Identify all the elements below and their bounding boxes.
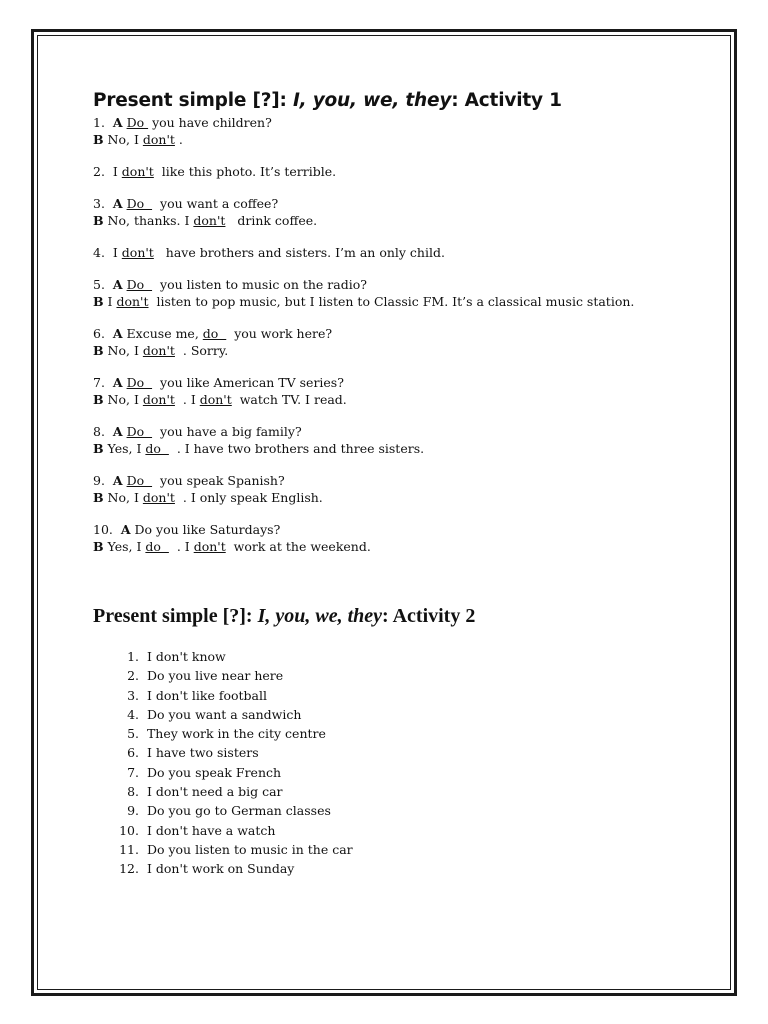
answer-blank: don't [116,294,149,309]
exercise-text: watch TV. I read. [231,392,347,407]
speaker-label: B [93,213,104,228]
list-item [93,821,713,840]
exercise-line [93,423,713,440]
list-number: 8. [127,784,139,800]
answer-blank: Do [126,375,153,390]
list-item [93,724,713,743]
exercise-text: . [174,132,183,147]
exercise-line [93,293,713,310]
speaker-label: B [93,441,104,456]
answer-blank: Do [126,424,153,439]
list-spacer [139,668,147,683]
exercise-text: you want a coffee? [152,196,279,211]
activity2-title-suffix: : Activity 2 [382,605,476,627]
exercise-text: 9. [93,473,113,488]
answer-blank: don't [121,245,154,260]
exercise-line [93,276,713,293]
exercise-line [93,325,713,342]
answer-blank: don't [142,132,175,147]
list-spacer [139,765,147,780]
activity1-title-pronouns: I, you, we, they [292,90,452,111]
exercise-item [93,244,713,261]
list-number: 3. [127,687,139,703]
exercise-line [93,489,713,506]
list-text: Do you speak French [146,764,282,780]
list-spacer [139,842,147,857]
list-item [93,859,713,878]
exercise-text: 1. [93,115,113,130]
speaker-label: A [112,115,123,130]
list-item [93,743,713,762]
exercise-text: have brothers and sisters. I’m an only child. [153,245,445,260]
exercise-item [93,114,713,148]
exercise-text: No, I [103,343,143,358]
exercise-text: 8. [93,424,113,439]
speaker-label: B [93,294,104,309]
list-spacer [139,726,147,741]
list-number: 6. [127,745,139,761]
exercise-text: . I have two brothers and three sisters. [168,441,425,456]
list-text: Do you go to German classes [146,803,331,819]
list-number: 4. [127,706,139,722]
exercise-text: No, I [103,132,143,147]
list-item [93,686,713,705]
speaker-label: A [112,424,123,439]
list-text: I have two sisters [146,745,259,761]
exercise-text: like this photo. It’s terrible. [153,164,337,179]
exercise-text: Yes, I [103,441,146,456]
list-spacer [139,803,147,818]
exercise-gap [93,359,713,374]
exercise-text: you listen to music on the radio? [152,277,367,292]
list-text: Do you want a sandwich [146,706,302,722]
exercise-text: work at the weekend. [225,539,371,554]
exercise-text: . I only speak English. [174,490,323,505]
exercise-text: 10. [93,522,121,537]
list-number: 10. [119,822,139,838]
activity2-title [93,603,713,629]
exercise-text: you have a big family? [152,424,302,439]
speaker-label: A [112,473,123,488]
activity1-exercise-list [93,114,713,555]
activity2-title-pronouns: I, you, we, they [257,605,383,627]
answer-blank: Do [126,277,153,292]
list-spacer [139,784,147,799]
exercise-text: 3. [93,196,113,211]
exercise-text: I [103,294,117,309]
list-item [93,840,713,859]
answer-blank: don't [121,164,154,179]
speaker-label: B [93,392,104,407]
answer-blank: Do [126,473,153,488]
activity1-title-prefix: Present simple [?]: [93,90,293,111]
exercise-text: 6. [93,326,113,341]
speaker-label: A [112,277,123,292]
exercise-item [93,472,713,506]
exercise-text: . I [168,539,194,554]
speaker-label: B [93,490,104,505]
exercise-gap [93,229,713,244]
speaker-label: B [93,343,104,358]
exercise-text: listen to pop music, but I listen to Classic FM. It’s a classical music station. [148,294,635,309]
answer-blank: don't [142,392,175,407]
exercise-item [93,374,713,408]
exercise-text: drink coffee. [225,213,318,228]
exercise-gap [93,261,713,276]
exercise-line [93,163,713,180]
exercise-line [93,391,713,408]
exercise-text: 2. I [93,164,122,179]
exercise-text: . I [174,392,200,407]
exercise-line [93,538,713,555]
exercise-line [93,374,713,391]
exercise-text: No, I [103,392,143,407]
exercise-line [93,195,713,212]
list-spacer [139,649,147,664]
list-number: 7. [127,764,139,780]
exercise-text: you have children? [148,115,272,130]
exercise-text: Excuse me, [122,326,203,341]
speaker-label: A [112,196,123,211]
list-spacer [139,688,147,703]
exercise-line [93,131,713,148]
answer-blank: do [145,539,169,554]
exercise-item [93,325,713,359]
exercise-text: . Sorry. [174,343,229,358]
answer-blank: Do [126,115,149,130]
exercise-item [93,423,713,457]
answer-blank: don't [142,490,175,505]
speaker-label: B [93,132,104,147]
answer-blank: don't [199,392,232,407]
answer-blank: don't [142,343,175,358]
list-number: 1. [127,649,139,664]
exercise-text: you like American TV series? [152,375,344,390]
speaker-label: B [93,539,104,554]
answer-blank: Do [126,196,153,211]
speaker-label: A [112,375,123,390]
exercise-text: 5. [93,277,113,292]
list-text: I don't like football [146,687,267,703]
list-number: 12. [119,861,139,877]
list-item [93,763,713,782]
list-text: Do you listen to music in the car [146,841,353,857]
answer-blank: don't [193,539,226,554]
list-text: I don't have a watch [146,822,276,838]
activity1-title-suffix: : Activity 1 [451,90,562,111]
exercise-line [93,212,713,229]
answer-blank: don't [193,213,226,228]
list-item [93,705,713,724]
exercise-text: Yes, I [103,539,146,554]
list-number: 5. [127,726,139,742]
exercise-line [93,114,713,131]
list-text: I don't work on Sunday [146,861,295,877]
list-spacer [139,745,147,760]
list-text: They work in the city centre [146,726,326,742]
exercise-text: Do you like Saturdays? [130,522,281,537]
list-spacer [139,707,147,722]
exercise-gap [93,148,713,163]
list-text: I don't need a big car [146,784,283,800]
exercise-item [93,276,713,310]
exercise-text: 4. I [93,245,122,260]
exercise-gap [93,408,713,423]
list-spacer [139,861,147,876]
exercise-item [93,195,713,229]
exercise-line [93,440,713,457]
exercise-line [93,244,713,261]
speaker-label: A [120,522,131,537]
exercise-item [93,163,713,180]
list-item [93,647,713,666]
exercise-gap [93,180,713,195]
activity1-title [93,88,713,114]
list-item [93,666,713,685]
speaker-label: A [112,326,123,341]
exercise-text: you speak Spanish? [152,473,285,488]
worksheet [93,88,713,879]
exercise-text: you work here? [226,326,333,341]
exercise-text: 7. [93,375,113,390]
exercise-text: No, I [103,490,143,505]
answer-blank: do [145,441,169,456]
list-item [93,782,713,801]
exercise-line [93,521,713,538]
list-text: Do you live near here [146,668,284,684]
list-text: I don't know [146,649,226,664]
activity2-sentence-list [93,647,713,879]
section-spacer [93,555,713,603]
exercise-gap [93,506,713,521]
list-number: 9. [127,803,139,819]
exercise-gap [93,310,713,325]
answer-blank: do [202,326,227,341]
activity2-title-prefix: Present simple [?]: [93,605,258,627]
exercise-gap [93,457,713,472]
exercise-line [93,472,713,489]
list-item [93,801,713,820]
list-number: 11. [119,841,139,857]
exercise-line [93,342,713,359]
list-spacer [139,823,147,838]
exercise-item [93,521,713,555]
exercise-text: No, thanks. I [103,213,194,228]
list-number: 2. [127,668,139,684]
